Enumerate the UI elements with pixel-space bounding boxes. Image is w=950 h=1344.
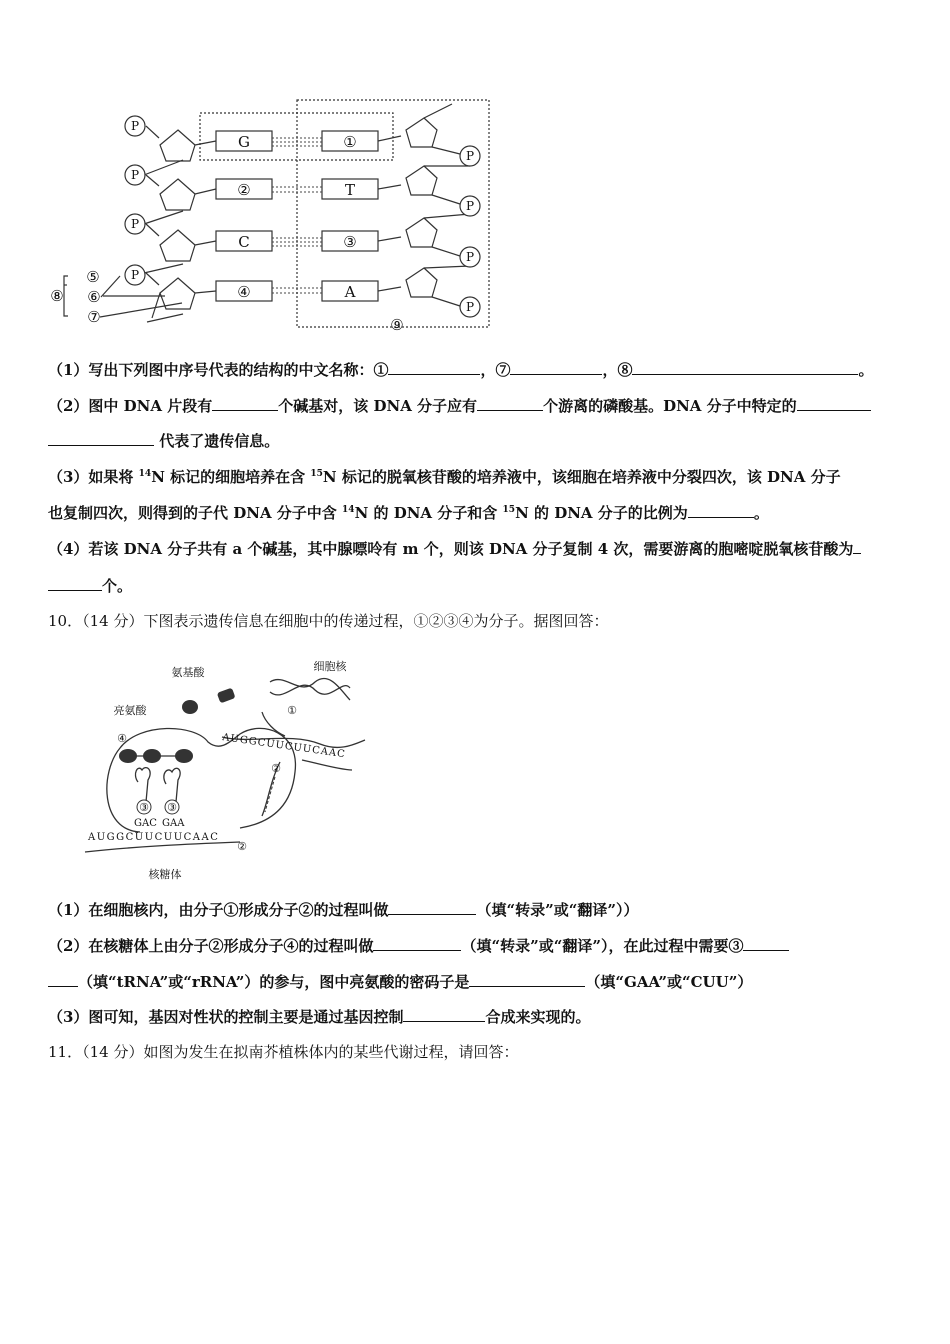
- q9-part1: （1）写出下列图中序号代表的结构的中文名称：① ，⑦ ，⑧ 。: [48, 361, 874, 379]
- answer-blank[interactable]: [388, 360, 480, 375]
- phosphate-label: P: [130, 119, 140, 133]
- answer-blank[interactable]: [853, 539, 861, 554]
- dna-structure-figure: [40, 90, 510, 340]
- label-2-top: ②: [271, 762, 281, 775]
- answer-blank[interactable]: [48, 972, 78, 987]
- gene-expression-figure: [80, 652, 390, 884]
- base-left-2: ②: [237, 181, 251, 199]
- answer-blank[interactable]: [469, 972, 585, 987]
- q9-part4-line1: （4）若该 DNA 分子共有 a 个碱基，其中腺嘌呤有 m 个，则该 DNA 分子复制 4 次，需要游离的胞嘧啶脱氧核苷酸为: [48, 539, 908, 559]
- answer-blank[interactable]: [797, 396, 871, 411]
- phosphate-label: P: [465, 250, 475, 264]
- q10-part2-line2: （填“tRNA”或“rRNA”）的参与，图中亮氨酸的密码子是 （填“GAA”或“CUU”）: [48, 972, 908, 992]
- base-right-2: T: [344, 181, 356, 199]
- phosphate-label: P: [465, 300, 475, 314]
- answer-blank[interactable]: [373, 936, 461, 951]
- base-right-1: ①: [343, 133, 357, 151]
- answer-blank[interactable]: [477, 396, 543, 411]
- q9-part3-line1: （3）如果将 $^{14}$N 标记的细胞培养在含 $^{15}$N 标记的脱氧核苷酸的培养液中，该细胞在培养液中分裂四次，该 DNA 分子: [48, 468, 841, 486]
- q10-part3: （3）图可知，基因对性状的控制主要是通过基因控制 合成来实现的。: [48, 1008, 591, 1026]
- q11-heading: 11．（14 分）如图为发生在拟南芥植株体内的某些代谢过程，请回答：: [48, 1043, 519, 1061]
- q10-heading: 10．（14 分）下图表示遗传信息在细胞中的传递过程，①②③④为分子。据图回答：: [48, 612, 609, 630]
- label-5: ⑤: [86, 268, 100, 286]
- answer-blank[interactable]: [743, 936, 789, 951]
- phosphate-label: P: [130, 168, 140, 182]
- ribosome-label: 核糖体: [148, 868, 182, 881]
- base-left-4: ④: [237, 283, 251, 301]
- answer-blank[interactable]: [510, 360, 602, 375]
- q9-part4-line2: 个。: [48, 576, 908, 596]
- q10-part2-line1: （2）在核糖体上由分子②形成分子④的过程叫做 （填“转录”或“翻译”），在此过程中需要③: [48, 936, 908, 956]
- phosphate-label: P: [130, 217, 140, 231]
- answer-blank[interactable]: [48, 576, 102, 591]
- base-right-3: ③: [343, 233, 357, 251]
- anticodon-1: GAC: [134, 818, 157, 829]
- answer-blank[interactable]: [212, 396, 278, 411]
- label-4: ④: [117, 732, 127, 745]
- label-9: ⑨: [390, 316, 404, 334]
- anticodon-2: GAA: [162, 818, 185, 829]
- label-1: ①: [287, 704, 297, 717]
- phosphate-label: P: [465, 149, 475, 163]
- base-right-4: A: [344, 283, 356, 301]
- answer-blank[interactable]: [688, 503, 754, 518]
- label-3a: ③: [139, 801, 149, 814]
- amino-acid-label: 氨基酸: [171, 666, 205, 679]
- q9-part2-line2: 代表了遗传信息。: [48, 431, 908, 451]
- label-2-bottom: ②: [237, 840, 247, 853]
- mrna-seq-bottom: AUGGCUUCUUCAAC: [88, 832, 220, 843]
- label-8: ⑧: [50, 287, 64, 305]
- answer-blank[interactable]: [388, 900, 476, 915]
- nucleus-label: 细胞核: [313, 660, 347, 673]
- mrna-seq-top: AUGGCUUCUUCAAC: [221, 732, 347, 761]
- q9-part3-line2: 也复制四次，则得到的子代 DNA 分子中含 $^{14}$N 的 DNA 分子和含 $^{15}$N 的 DNA 分子的比例为 。: [48, 504, 769, 522]
- label-3b: ③: [167, 801, 177, 814]
- label-6: ⑥: [87, 288, 101, 306]
- answer-blank[interactable]: [403, 1007, 485, 1022]
- phosphate-label: P: [465, 199, 475, 213]
- phosphate-label: P: [130, 268, 140, 282]
- leucine-label: 亮氨酸: [113, 704, 147, 717]
- label-7: ⑦: [87, 308, 101, 326]
- answer-blank[interactable]: [632, 360, 858, 375]
- answer-blank[interactable]: [48, 431, 154, 446]
- base-left-3: C: [238, 233, 250, 251]
- base-left-1: G: [238, 133, 250, 151]
- q10-part1: （1）在细胞核内，由分子①形成分子②的过程叫做 （填“转录”或“翻译”））: [48, 901, 639, 919]
- q9-part2-line1: （2）图中 DNA 片段有 个碱基对，该 DNA 分子应有 个游离的磷酸基。DNA 分子中特定的: [48, 396, 908, 416]
